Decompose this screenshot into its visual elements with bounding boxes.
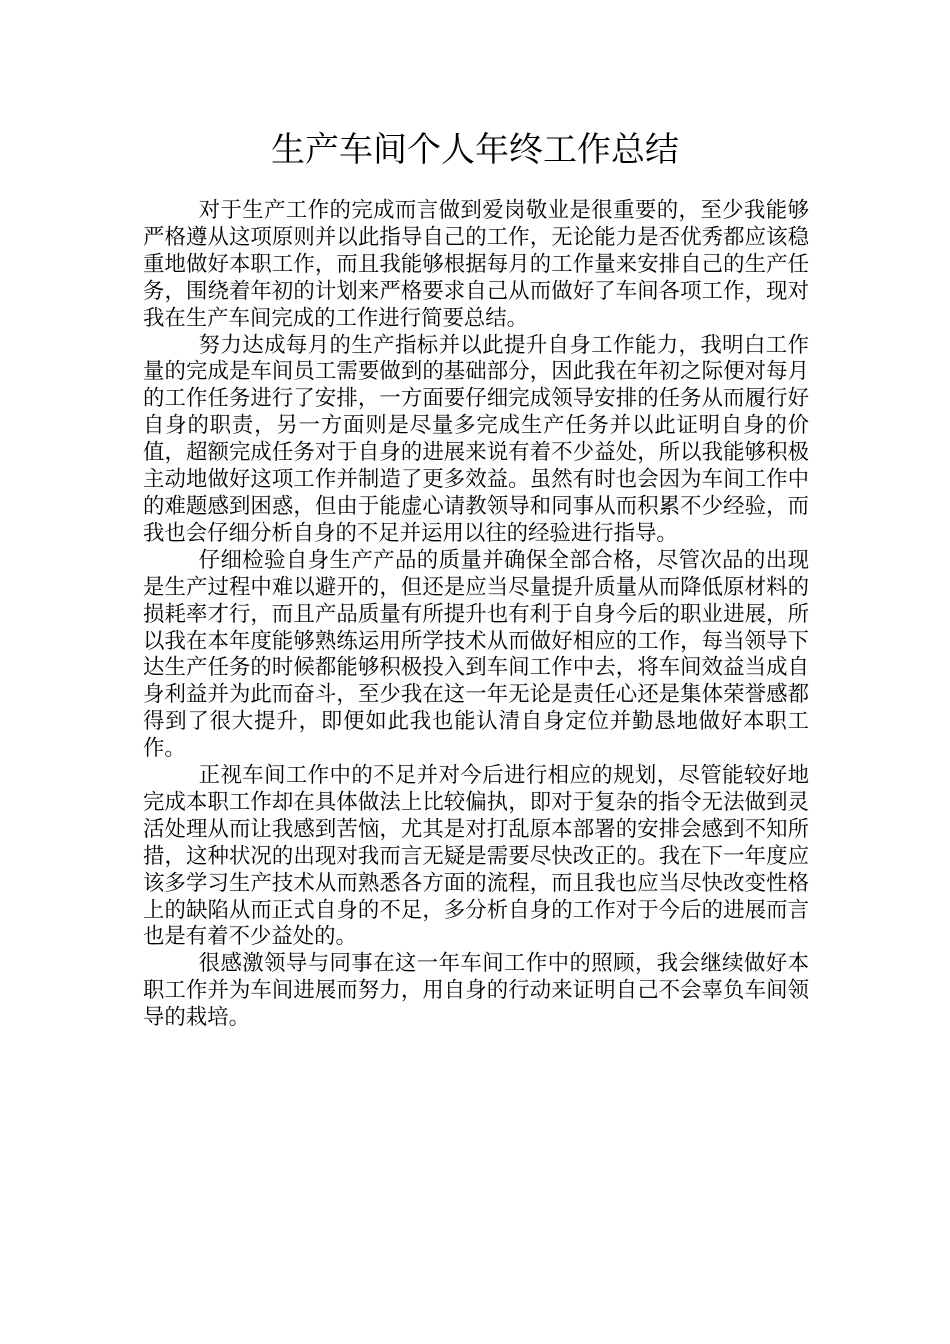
paragraph-1: 对于生产工作的完成而言做到爱岗敬业是很重要的，至少我能够严格遵从这项原则并以此指导自己的工作，无论能力是否优秀都应该稳重地做好本职工作，而且我能够根据每月的工作量来安排自己的生产任务，围绕着年初的计划来严格要求自己从而做好了车间各项工作，现对我在生产车间完成的工作进行简要总结。 bbox=[143, 198, 809, 331]
paragraph-2: 努力达成每月的生产指标并以此提升自身工作能力，我明白工作量的完成是车间员工需要做到的基础部分，因此我在年初之际便对每月的工作任务进行了安排，一方面要仔细完成领导安排的任务从而履行好自身的职责，另一方面则是尽量多完成生产任务并以此证明自身的价值，超额完成任务对于自身的进展来说有着不少益处，所以我能够积极主动地做好这项工作并制造了更多效益。虽然有时也会因为车间工作中的难题感到困惑，但由于能虚心请教领导和同事从而积累不少经验，而我也会仔细分析自身的不足并运用以往的经验进行指导。 bbox=[143, 332, 809, 546]
document-title: 生产车间个人年终工作总结 bbox=[271, 130, 679, 170]
document-body bbox=[143, 198, 809, 1032]
paragraph-4: 正视车间工作中的不足并对今后进行相应的规划，尽管能较好地完成本职工作却在具体做法上比较偏执，即对于复杂的指令无法做到灵活处理从而让我感到苦恼，尤其是对打乱原本部署的安排会感到不知所措，这种状况的出现对我而言无疑是需要尽快改正的。我在下一年度应该多学习生产技术从而熟悉各方面的流程，而且我也应当尽快改变性格上的缺陷从而正式自身的不足，多分析自身的工作对于今后的进展而言也是有着不少益处的。 bbox=[143, 763, 809, 950]
paragraph-3: 仔细检验自身生产产品的质量并确保全部合格，尽管次品的出现是生产过程中难以避开的，但还是应当尽量提升质量从而降低原材料的损耗率才行，而且产品质量有所提升也有利于自身今后的职业进展，所以我在本年度能够熟练运用所学技术从而做好相应的工作，每当领导下达生产任务的时候都能够积极投入到车间工作中去，将车间效益当成自身利益并为此而奋斗，至少我在这一年无论是责任心还是集体荣誉感都得到了很大提升，即便如此我也能认清自身定位并勤恳地做好本职工作。 bbox=[143, 547, 809, 762]
paragraph-5: 很感激领导与同事在这一年车间工作中的照顾，我会继续做好本职工作并为车间进展而努力，用自身的行动来证明自己不会辜负车间领导的栽培。 bbox=[143, 951, 809, 1031]
